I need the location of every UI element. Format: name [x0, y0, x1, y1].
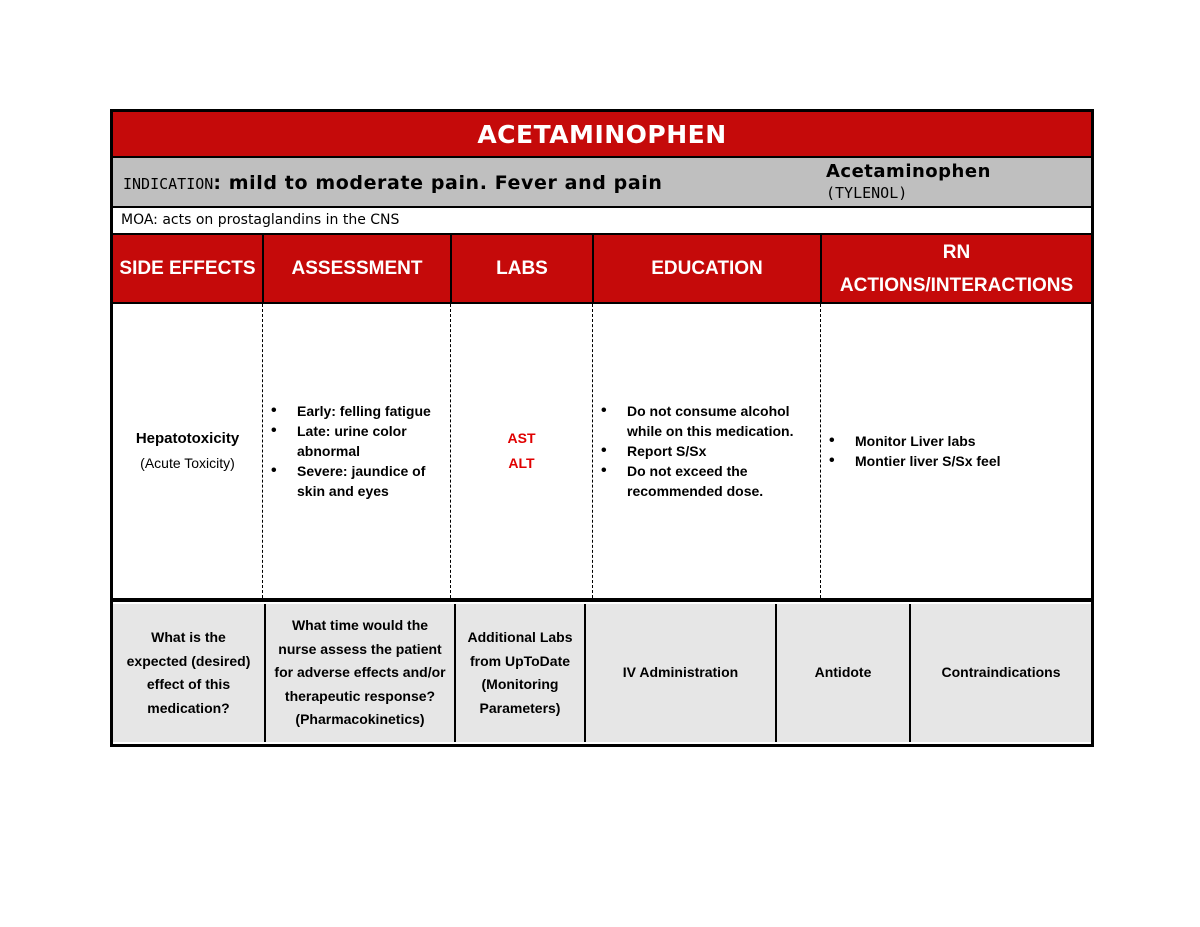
footer-pharmacokinetics: What time would the nurse assess the patient for adverse effects and/or therapeutic response? (Pharmacokinetics): [264, 604, 454, 742]
list-item: • Monitor Liver labs: [855, 431, 1025, 451]
indication-row: [113, 158, 1091, 208]
header-labs: LABS: [450, 235, 592, 302]
list-item: • Severe: jaundice of skin and eyes: [297, 461, 450, 501]
drug-names: [826, 161, 991, 202]
side-effect-note: (Acute Toxicity): [140, 455, 235, 471]
education-list: [593, 401, 820, 501]
side-effects-cell: [113, 304, 262, 598]
rn-actions-cell: [820, 304, 1091, 598]
moa-text: MOA: acts on prostaglandins in the CNS: [121, 212, 400, 228]
title-bar: [113, 112, 1091, 158]
list-item: • Report S/Sx: [627, 441, 820, 461]
header-rn-actions: RN ACTIONS/INTERACTIONS: [820, 235, 1091, 302]
footer-antidote: Antidote: [775, 604, 909, 742]
assessment-list: [263, 401, 450, 501]
header-education: EDUCATION: [592, 235, 820, 302]
list-item: • Early: felling fatigue: [297, 401, 450, 421]
header-assessment: ASSESSMENT: [262, 235, 450, 302]
moa-row: [113, 208, 1091, 235]
side-effect-name: Hepatotoxicity: [135, 430, 240, 447]
lab-item: AST: [507, 430, 536, 446]
drug-title: ACETAMINOPHEN: [477, 119, 727, 149]
generic-name: Acetaminophen: [826, 161, 991, 182]
column-headers: [113, 235, 1091, 304]
list-item: • Do not consume alcohol while on this medication.: [627, 401, 820, 441]
footer-additional-labs: Additional Labs from UpToDate (Monitoring Parameters): [454, 604, 584, 742]
labs-list: [451, 426, 592, 476]
list-item: • Late: urine color abnormal: [297, 421, 450, 461]
lab-item: ALT: [508, 455, 535, 471]
drug-card: [110, 109, 1094, 747]
header-side-effects: SIDE EFFECTS: [119, 258, 256, 279]
labs-cell: [450, 304, 592, 598]
brand-name: (TYLENOL): [826, 184, 908, 202]
assessment-cell: [262, 304, 450, 598]
indication-label: INDICATION: [123, 175, 214, 193]
education-cell: [592, 304, 820, 598]
side-effect: [113, 426, 262, 476]
indication-value: : mild to moderate pain. Fever and pain: [213, 172, 663, 194]
content-row: [113, 304, 1091, 602]
footer-expected-effect: What is the expected (desired) effect of this medication?: [113, 604, 264, 742]
footer-iv-administration: IV Administration: [584, 604, 775, 742]
list-item: • Do not exceed the recommended dose.: [627, 461, 820, 501]
rn-actions-list: [821, 431, 1025, 471]
footer-contraindications: Contraindications: [909, 604, 1091, 742]
list-item: • Montier liver S/Sx feel: [855, 451, 1025, 471]
footer-row: [113, 602, 1091, 744]
indication: [123, 172, 663, 194]
